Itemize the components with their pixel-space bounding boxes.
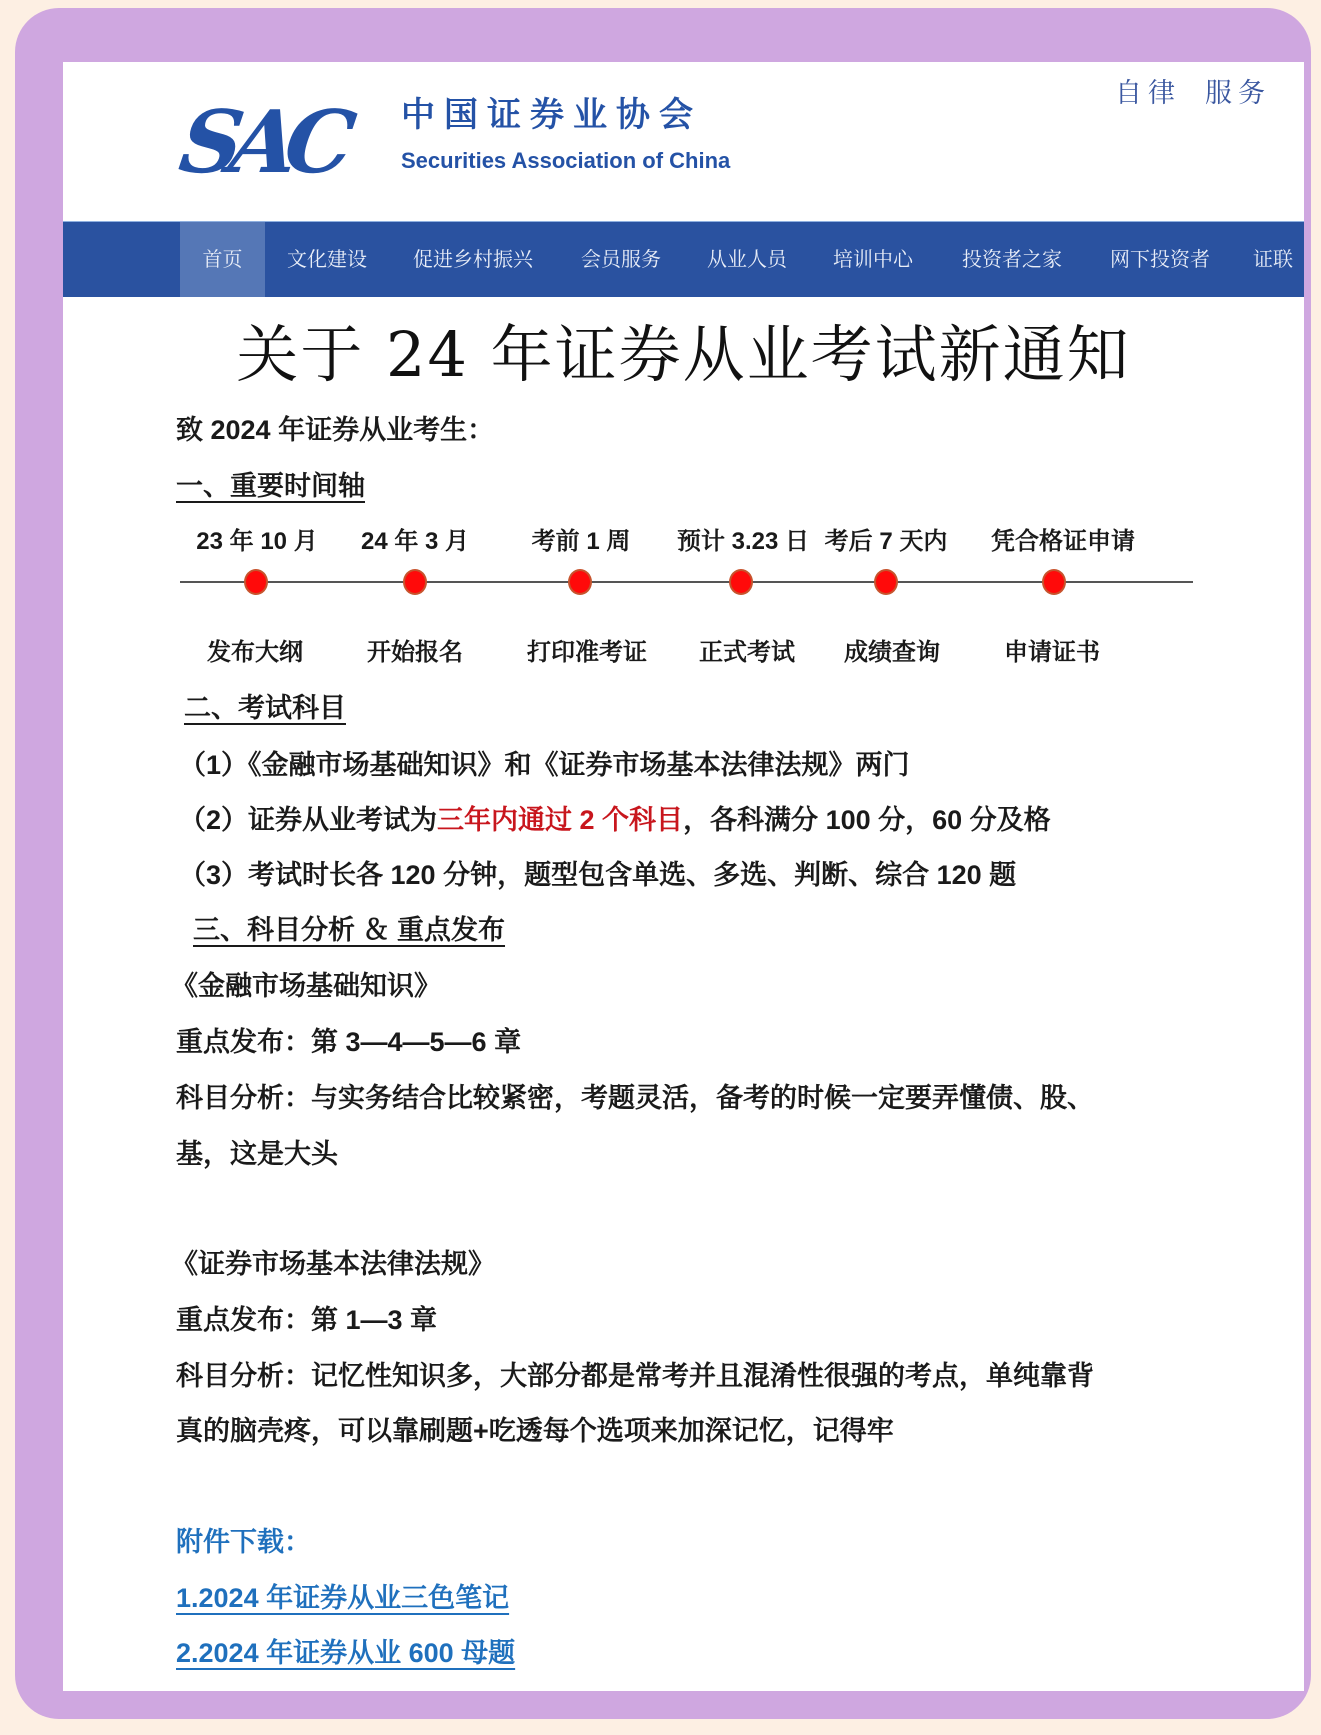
download-link-notes[interactable]: 1.2024 年证券从业三色笔记 bbox=[176, 1583, 510, 1613]
nav-item-member-services[interactable]: 会员服务 bbox=[581, 247, 661, 271]
timeline-dot bbox=[729, 569, 753, 595]
highlight-text: 三年内通过 2 个科目 bbox=[437, 805, 684, 835]
subject-analysis: 科目分析：与实务结合比较紧密，考题灵活，备考的时候一定要弄懂债、股、 bbox=[176, 1083, 1094, 1113]
sac-logo-mark[interactable]: SAC bbox=[173, 92, 350, 193]
tagline-service: 服务 bbox=[1205, 78, 1271, 109]
timeline-dot bbox=[1042, 569, 1066, 595]
timeline-date: 考前 1 周 bbox=[531, 528, 631, 555]
timeline-dot bbox=[244, 569, 268, 595]
nav-item-offline-investors[interactable]: 网下投资者 bbox=[1110, 247, 1210, 271]
download-link-question-bank[interactable]: 2.2024 年证券从业 600 母题 bbox=[176, 1638, 516, 1668]
timeline-date: 24 年 3 月 bbox=[360, 528, 470, 555]
webpage bbox=[63, 62, 1304, 1691]
subject-item-3: （3）考试时长各 120 分钟，题型包含单选、多选、判断、综合 120 题 bbox=[179, 860, 1017, 890]
nav-item-home[interactable]: 首页 bbox=[180, 222, 265, 297]
subject-focus: 重点发布：第 3—4—5—6 章 bbox=[176, 1027, 522, 1057]
section-heading-timeline: 一、重要时间轴 bbox=[176, 471, 365, 501]
attachments-heading: 附件下载： bbox=[176, 1527, 311, 1557]
subject-item-2 bbox=[179, 807, 1051, 834]
nav-item-rural-revitalization[interactable]: 促进乡村振兴 bbox=[413, 247, 533, 271]
timeline-event: 发布大纲 bbox=[207, 639, 303, 666]
subject-focus: 重点发布：第 1—3 章 bbox=[176, 1305, 438, 1335]
timeline-event: 申请证书 bbox=[1004, 639, 1100, 666]
subject-analysis: 科目分析：记忆性知识多，大部分都是常考并且混淆性很强的考点，单纯靠背 bbox=[176, 1361, 1094, 1391]
decorative-frame bbox=[15, 8, 1311, 1719]
subject-analysis-cont: 真的脑壳疼，可以靠刷题+吃透每个选项来加深记忆，记得牢 bbox=[176, 1416, 894, 1446]
section-heading-subjects: 二、考试科目 bbox=[184, 693, 346, 723]
nav-item-practitioners[interactable]: 从业人员 bbox=[707, 247, 787, 271]
timeline-date: 考后 7 天内 bbox=[824, 528, 948, 555]
nav-item-more[interactable]: 证联 bbox=[1253, 247, 1293, 271]
main-nav bbox=[63, 221, 1304, 297]
timeline-event: 正式考试 bbox=[699, 639, 795, 666]
subject-analysis-cont: 基，这是大头 bbox=[176, 1139, 338, 1169]
timeline-event: 成绩查询 bbox=[844, 639, 940, 666]
timeline-date: 凭合格证申请 bbox=[991, 528, 1135, 555]
section-heading-analysis: 三、科目分析 ＆ 重点发布 bbox=[193, 915, 506, 945]
article-title: 关于 24 年证券从业考试新通知 bbox=[236, 318, 1131, 391]
tagline bbox=[1115, 80, 1271, 107]
nav-item-investor-home[interactable]: 投资者之家 bbox=[962, 247, 1062, 271]
subject-item-1: （1）《金融市场基础知识》和《证券市场基本法律法规》两门 bbox=[179, 750, 910, 780]
subject-name: 《证券市场基本法律法规》 bbox=[171, 1249, 495, 1279]
timeline-date: 预计 3.23 日 bbox=[676, 528, 810, 555]
nav-item-training-center[interactable]: 培训中心 bbox=[833, 247, 913, 271]
greeting: 致 2024 年证券从业考生： bbox=[176, 415, 495, 445]
timeline-dot bbox=[403, 569, 427, 595]
timeline-dot bbox=[568, 569, 592, 595]
nav-item-culture[interactable]: 文化建设 bbox=[287, 247, 367, 271]
logo-chinese-name: 中国证券业协会 bbox=[401, 95, 702, 135]
timeline-dot bbox=[874, 569, 898, 595]
subject-item-2-text: （2）证券从业考试为 bbox=[179, 805, 438, 835]
subject-name: 《金融市场基础知识》 bbox=[171, 971, 441, 1001]
subject-item-2-text: ，各科满分 100 分，60 分及格 bbox=[683, 805, 1051, 835]
timeline-event: 打印准考证 bbox=[527, 639, 647, 666]
timeline-date: 23 年 10 月 bbox=[196, 528, 318, 555]
logo-english-name: Securities Association of China bbox=[401, 148, 731, 173]
tagline-self-discipline: 自律 bbox=[1115, 78, 1181, 109]
timeline-event: 开始报名 bbox=[367, 639, 463, 666]
